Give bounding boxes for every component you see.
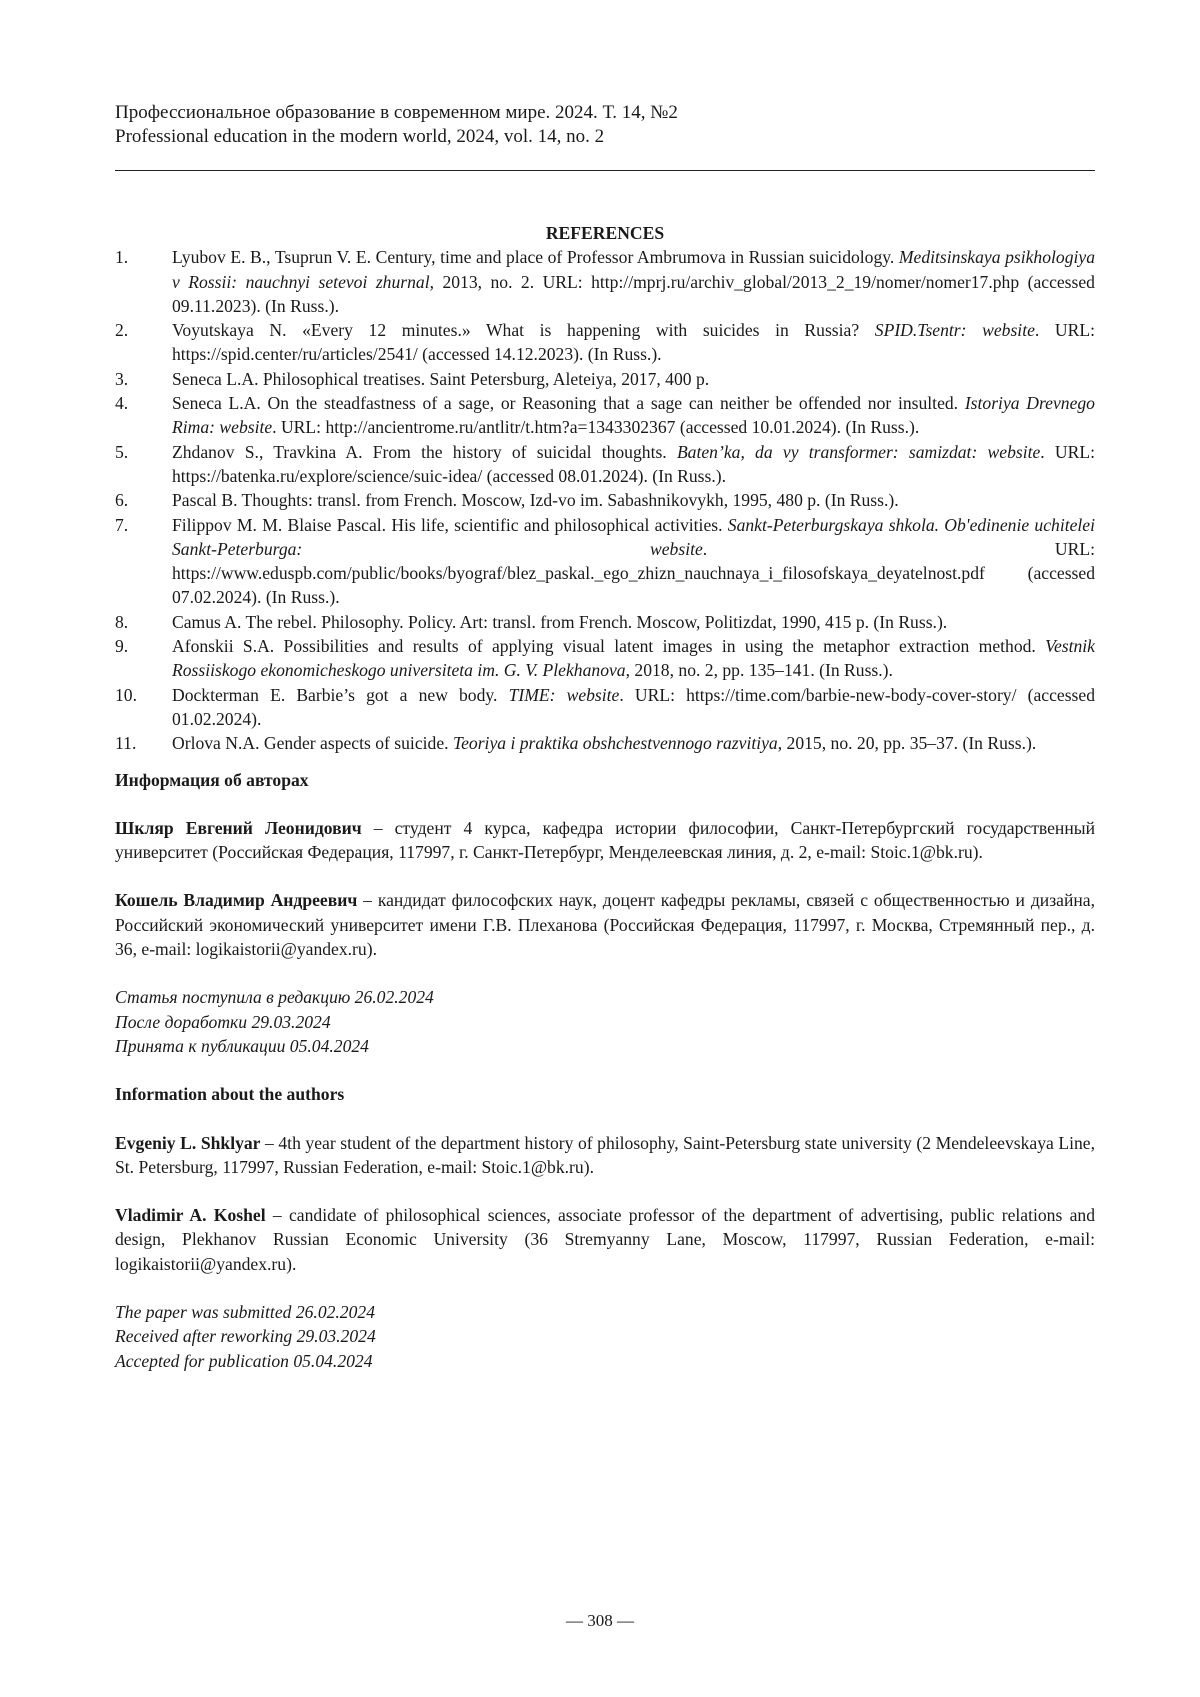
reference-text [172, 318, 1095, 367]
reference-item [115, 513, 1095, 610]
reference-text [172, 488, 1095, 512]
references-title: REFERENCES [115, 221, 1095, 245]
reference-item [115, 683, 1095, 732]
author-en-2-text: – candidate of philosophical sciences, associate professor of the department of advertising, public relations and design, Plekhanov Russian Economic University (36 Stremyanny Lane, Moscow, 117997, Russian Federation, e-mail: logikaistorii@yandex.ru). [115, 1205, 1095, 1274]
reference-item [115, 440, 1095, 489]
date-en-revised: Received after reworking 29.03.2024 [115, 1324, 1095, 1348]
reference-text [172, 513, 1095, 610]
reference-number: 8. [115, 610, 172, 634]
reference-number: 4. [115, 391, 172, 440]
author-en-1-name: Evgeniy L. Shklyar [115, 1133, 260, 1153]
reference-source-title: TIME: website [509, 685, 620, 705]
references-list [115, 245, 1095, 755]
reference-number: 5. [115, 440, 172, 489]
reference-source-title: Vestnik Rossiiskogo ekonomicheskogo universiteta im. G. V. Plekhanova [172, 636, 1095, 680]
reference-source-title: SPID.Tsentr: website [875, 320, 1035, 340]
date-en-accepted: Accepted for publication 05.04.2024 [115, 1349, 1095, 1373]
reference-number: 11. [115, 731, 172, 755]
author-ru-1 [115, 816, 1095, 865]
authors-ru-heading: Информация об авторах [115, 768, 1095, 792]
reference-number: 9. [115, 634, 172, 683]
reference-number: 10. [115, 683, 172, 732]
reference-text [172, 367, 1095, 391]
reference-text [172, 391, 1095, 440]
reference-source-title: Istoriya Drevnego Rima: website [172, 393, 1095, 437]
reference-text [172, 440, 1095, 489]
author-en-1 [115, 1131, 1095, 1180]
reference-text-main: Seneca L.A. On the steadfastness of a sage, or Reasoning that a sage can neither be offended nor insulted. [172, 393, 965, 413]
reference-source-title: Meditsinskaya psikhologiya v Rossii: nauchnyi setevoi zhurnal [172, 247, 1095, 291]
reference-text [172, 683, 1095, 732]
page-number: — 308 — [0, 1611, 1200, 1631]
reference-item [115, 731, 1095, 755]
reference-text [172, 610, 1095, 634]
reference-text [172, 245, 1095, 318]
date-en-submitted: The paper was submitted 26.02.2024 [115, 1300, 1095, 1324]
author-ru-1-text: – студент 4 курса, кафедра истории философии, Санкт-Петербургский государственный университет (Российская Федерация, 117997, г. Санкт-Петербург, Менделеевская линия, д. 2, e-mail: Stoic.1@bk.ru). [115, 818, 1095, 862]
header-line-ru: Профессиональное образование в современном мире. 2024. Т. 14, №2 [115, 101, 1095, 125]
reference-text-main: Pascal B. Thoughts: transl. from French. Moscow, Izd-vo im. Sabashnikovykh, 1995, 480 p. (In Russ.). [172, 490, 899, 510]
author-en-2 [115, 1203, 1095, 1276]
author-en-2-name: Vladimir A. Koshel [115, 1205, 266, 1225]
reference-source-title: Teoriya i praktika obshchestvennogo razvitiya [453, 733, 778, 753]
reference-text-tail: . URL: https://time.com/barbie-new-body-cover-story/ (accessed 01.02.2024). [172, 685, 1095, 729]
reference-text-main: Afonskii S.A. Possibilities and results of applying visual latent images in using the metaphor extraction method. [172, 636, 1045, 656]
dates-en [115, 1300, 1095, 1373]
reference-text-main: Orlova N.A. Gender aspects of suicide. [172, 733, 453, 753]
reference-text-tail: . URL: http://ancientrome.ru/antlitr/t.htm?a=1343302367 (accessed 10.01.2024). (In Russ.). [272, 417, 919, 437]
reference-number: 7. [115, 513, 172, 610]
reference-text-tail: . URL: https://www.eduspb.com/public/books/byograf/blez_paskal._ego_zhizn_nauchnaya_i_filosofskaya_deyatelnost.pdf (accessed 07.02.2024). (In Russ.). [172, 539, 1095, 608]
reference-text-main: Filippov M. M. Blaise Pascal. His life, scientific and philosophical activities. [172, 515, 728, 535]
reference-text-tail: , 2015, no. 20, pp. 35–37. (In Russ.). [778, 733, 1037, 753]
header-divider [115, 170, 1095, 171]
reference-number: 2. [115, 318, 172, 367]
reference-item [115, 367, 1095, 391]
reference-source-title: Sankt-Peterburgskaya shkola. Ob'edinenie uchitelei Sankt-Peterburga: website [172, 515, 1095, 559]
reference-number: 3. [115, 367, 172, 391]
reference-item [115, 488, 1095, 512]
author-ru-2 [115, 888, 1095, 961]
reference-text-tail: , 2013, no. 2. URL: http://mprj.ru/archiv_global/2013_2_19/nomer/nomer17.php (accessed 09.11.2023). (In Russ.). [172, 272, 1095, 316]
reference-text-main: Voyutskaya N. «Every 12 minutes.» What is happening with suicides in Russia? [172, 320, 875, 340]
reference-text [172, 731, 1095, 755]
running-header [115, 101, 1095, 149]
reference-text-tail: . URL: https://batenka.ru/explore/science/suic-idea/ (accessed 08.01.2024). (In Russ.). [172, 442, 1095, 486]
reference-text-tail: . URL: https://spid.center/ru/articles/2541/ (accessed 14.12.2023). (In Russ.). [172, 320, 1095, 364]
date-ru-revised: После доработки 29.03.2024 [115, 1010, 1095, 1034]
reference-number: 6. [115, 488, 172, 512]
author-ru-1-name: Шкляр Евгений Леонидович [115, 818, 362, 838]
reference-text-main: Zhdanov S., Travkina A. From the history of suicidal thoughts. [172, 442, 677, 462]
reference-text-main: Seneca L.A. Philosophical treatises. Saint Petersburg, Aleteiya, 2017, 400 p. [172, 369, 709, 389]
reference-item [115, 610, 1095, 634]
authors-en-heading: Information about the authors [115, 1082, 1095, 1106]
reference-item [115, 634, 1095, 683]
reference-number: 1. [115, 245, 172, 318]
article-body [115, 221, 1095, 1373]
reference-item [115, 245, 1095, 318]
reference-text-main: Camus A. The rebel. Philosophy. Policy. Art: transl. from French. Moscow, Politizdat, 1990, 415 p. (In Russ.). [172, 612, 947, 632]
author-ru-2-name: Кошель Владимир Андреевич [115, 890, 357, 910]
author-ru-2-text: – кандидат философских наук, доцент кафедры рекламы, связей с общественностью и дизайна, Российский экономический университет имени Г.В. Плеханова (Российская Федерация, 117997, г. Москва, Стремянный пер., д. 36, e-mail: logikaistorii@yandex.ru). [115, 890, 1095, 959]
dates-ru [115, 985, 1095, 1058]
header-line-en: Professional education in the modern world, 2024, vol. 14, no. 2 [115, 125, 1095, 149]
reference-text-main: Dockterman E. Barbie’s got a new body. [172, 685, 509, 705]
reference-source-title: Baten’ka, da vy transformer: samizdat: website [677, 442, 1040, 462]
date-ru-submitted: Статья поступила в редакцию 26.02.2024 [115, 985, 1095, 1009]
reference-item [115, 318, 1095, 367]
author-en-1-text: – 4th year student of the department history of philosophy, Saint-Petersburg state university (2 Mendeleevskaya Line, St. Petersburg, 117997, Russian Federation, e-mail: Stoic.1@bk.ru). [115, 1133, 1095, 1177]
date-ru-accepted: Принята к публикации 05.04.2024 [115, 1034, 1095, 1058]
reference-text-tail: , 2018, no. 2, pp. 135–141. (In Russ.). [626, 660, 893, 680]
reference-text [172, 634, 1095, 683]
reference-item [115, 391, 1095, 440]
reference-text-main: Lyubov E. B., Tsuprun V. E. Century, time and place of Professor Ambrumova in Russian suicidology. [172, 247, 899, 267]
